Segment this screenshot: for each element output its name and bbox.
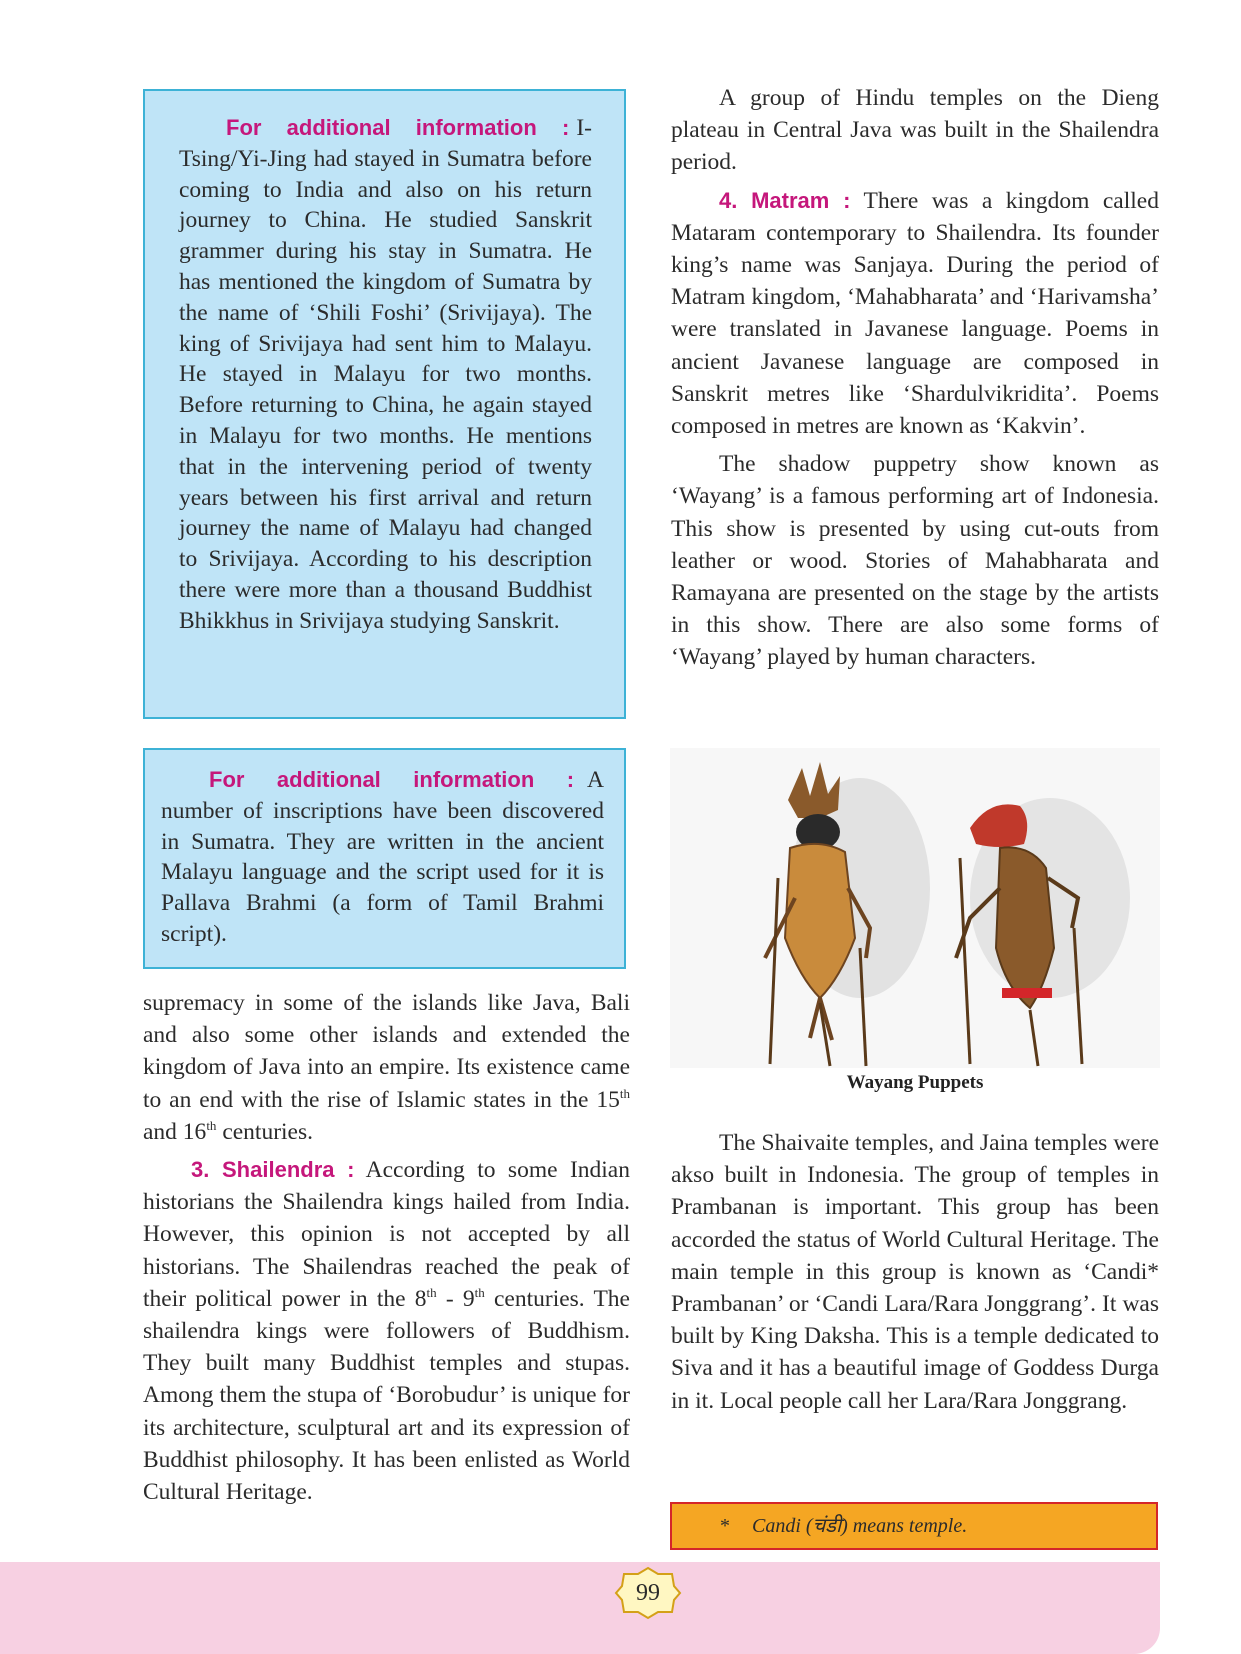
paragraph-temples: The Shaivaite temples, and Jaina temples were akso built in Indonesia. The group of temples in Prambanan is important. This group has been accorded the status of World Cultural Heritage. The main temple in this group is known as ‘Candi* Prambanan’ or ‘Candi Lara/Rara Jonggrang’. It was built by King Daksha. This is a temple dedicated to Siva and it has a beautiful image of Goddess Durga in it. Local people call her Lara/Rara Jonggrang.	[671, 1130, 1159, 1414]
paragraph-wayang: The shadow puppetry show known as ‘Wayang’ is a famous performing art of Indonesia. This show is presented by using cut-outs from leather or wood. Stories of Mahabharata and Ramayana are presented on the stage by the artists in this show. There are also some forms of ‘Wayang’ played by human characters.	[671, 451, 1159, 671]
page-number-badge	[614, 1566, 682, 1620]
section-matram: 4. Matram : There was a kingdom called Mataram contemporary to Shailendra. Its founder king’s name was Sanjaya. During the period of Matram kingdom, ‘Mahabharata’ and ‘Harivamsha’ were translated in Javanese language. Poems in ancient Javanese language are composed in Sanskrit metres like ‘Shardulvikridita’. Poems composed in metres are known as ‘Kakvin’.	[671, 187, 1159, 440]
section-heading-matram: 4. Matram :	[719, 187, 851, 213]
footnote-star: *	[720, 1515, 730, 1537]
footnote-text: Candi (चंडी) means temple.	[752, 1515, 968, 1537]
footnote-box	[670, 1502, 1158, 1550]
figure-caption: Wayang Puppets	[846, 1072, 984, 1093]
info-box-itsing	[143, 89, 626, 719]
wayang-puppets-image	[670, 748, 1160, 1068]
info-box-text: A number of inscriptions have been discovered in Sumatra. They are written in the ancient Malayu language and the script used for it is Pallava Brahmi (a form of Tamil Brahmi script).	[161, 767, 604, 947]
footer-band	[0, 1562, 1160, 1654]
paragraph-java-empire: supremacy in some of the islands like Java, Bali and also some other islands and extended the kingdom of Java into an empire. Its existence came to an end with the rise of Islamic states in the 15th and 16th centuries.	[143, 990, 630, 1145]
right-column-bottom	[671, 1127, 1159, 1417]
left-column	[143, 987, 630, 1508]
section-shailendra: 3. Shailendra : According to some Indian historians the Shailendra kings hailed from India. However, this opinion is not accepted by all historians. The Shailendras reached the peak of their political power in the 8th - 9th centuries. The shailendra kings were followers of Buddhism. They built many Buddhist temples and stupas. Among them the stupa of ‘Borobudur’ is unique for its architecture, sculptural art and its expression of Buddhist philosophy. It has been enlisted as World Cultural Heritage.	[143, 1157, 630, 1506]
info-box-heading: For additional information :	[209, 767, 575, 792]
section-heading-shailendra: 3. Shailendra :	[191, 1157, 355, 1183]
page-number: 99	[636, 1580, 660, 1606]
paragraph-dieng: A group of Hindu temples on the Dieng plateau in Central Java was built in the Shailendra period.	[671, 85, 1159, 176]
info-box-heading: For additional information :	[226, 115, 570, 140]
wayang-puppets-figure	[670, 748, 1160, 1068]
right-column-top	[671, 82, 1159, 674]
info-box-inscriptions	[143, 748, 626, 969]
info-box-text: I-Tsing/Yi-Jing had stayed in Sumatra before coming to India and also on his return journey to China. He studied Sanskrit grammer during his stay in Sumatra. He has mentioned the kingdom of Sumatra by the name of ‘Shili Foshi’ (Srivijaya). The king of Srivijaya had sent him to Malayu. He stayed in Malayu for two months. Before returning to China, he again stayed in Malayu for two months. He mentions that in the intervening period of twenty years between his first arrival and return journey the name of Malayu had changed to Srivijaya. According to his description there were more than a thousand Buddhist Bhikkhus in Srivijaya studying Sanskrit.	[179, 115, 592, 634]
